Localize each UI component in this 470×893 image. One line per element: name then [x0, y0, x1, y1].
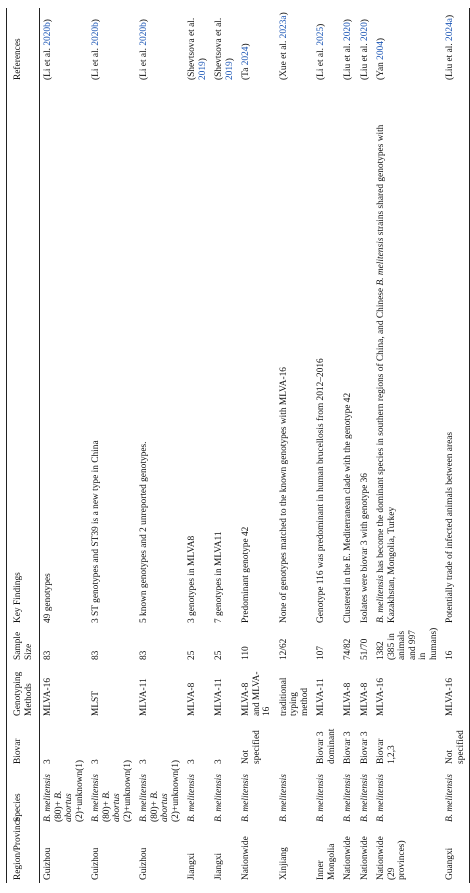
cell-species	[357, 767, 374, 825]
text-fragment: )	[278, 12, 289, 16]
header-sample-size: Sample Size	[13, 631, 34, 660]
cell-species	[442, 767, 470, 825]
cell-key-findings: 3 genotypes in MLVA8	[187, 535, 197, 623]
reference-link[interactable]: 2025	[316, 26, 326, 46]
cell-reference	[238, 8, 276, 83]
reference-link[interactable]: 2024	[241, 46, 251, 66]
cell-biovar: Biovar 1,2,3	[376, 738, 397, 764]
cell-species	[40, 759, 89, 825]
cell-species	[88, 759, 136, 825]
cell-biovar: Biovar 3 dominant	[316, 728, 337, 764]
reference-link[interactable]: 2004	[376, 41, 386, 60]
cell-sample-size: 12/62	[278, 638, 289, 660]
cell-methods: MLVA-11	[139, 678, 149, 716]
cell-methods: MLVA-16	[43, 677, 53, 716]
cell-key-findings: 5 known genotypes and 2 unreported genotypes.	[139, 441, 149, 623]
cell-reference	[88, 8, 136, 83]
text-fragment: (2)+unknown(1)	[122, 759, 133, 822]
text-fragment: (Li et al.	[316, 45, 326, 80]
cell-species	[238, 767, 276, 825]
table-row	[184, 8, 211, 883]
cell-sample-size: 83	[91, 650, 101, 660]
text-fragment: B. melitensis	[187, 774, 197, 822]
cell-biovar: 3	[139, 759, 149, 764]
cell-key-findings: Isolates were biovar 3 with genotype 36	[359, 473, 370, 623]
text-fragment: )	[316, 23, 326, 27]
cell-species	[211, 767, 238, 825]
cell-biovar	[276, 719, 314, 767]
cell-region: Guizhou	[91, 847, 101, 880]
text-fragment: (2)+unknown(1)	[74, 759, 85, 822]
cell-reference	[373, 8, 442, 83]
cell-key-findings: 7 genotypes in MLVA11	[214, 531, 224, 623]
text-fragment: has become the dominant species in southern regions of China, and Chinese	[376, 285, 386, 576]
cell-biovar: 3	[91, 759, 101, 764]
cell-sample-size: 51/70	[359, 638, 370, 660]
cell-key-findings: Potentially trade of infected animals between areas	[445, 431, 455, 623]
cell-sample-size: 107	[316, 645, 326, 660]
cell-reference	[40, 8, 89, 83]
text-fragment: B. melitensis	[278, 774, 289, 822]
cell-methods: MLVA-8	[359, 682, 370, 716]
text-fragment: (Shevtsova et al.	[214, 17, 224, 80]
reference-link[interactable]: 2020b	[91, 22, 101, 46]
cell-biovar: Not specified	[241, 730, 262, 764]
table-row	[357, 8, 374, 883]
cell-biovar: 3	[187, 759, 197, 764]
text-fragment: (Li et al.	[139, 45, 149, 80]
text-fragment: B. melitensis	[376, 237, 386, 286]
cell-region: Nationwide	[241, 836, 251, 880]
cell-reference	[211, 8, 238, 83]
table-body	[40, 8, 470, 883]
header-region: Region/Province	[13, 816, 23, 880]
text-fragment: strains shared genotypes with Kazakhstan, Mongolia, Turkey	[376, 124, 397, 623]
reference-link[interactable]: 2019	[197, 61, 208, 80]
cell-region: Guizhou	[139, 847, 149, 880]
table-row	[276, 8, 314, 883]
text-fragment: (Liu et al.	[445, 40, 455, 80]
cell-species	[313, 767, 340, 825]
header-biovar: Biovar	[13, 738, 23, 764]
text-fragment: )	[139, 19, 149, 23]
cell-methods: traditional typing method	[278, 677, 310, 716]
header-methods: Genotyping Methods	[13, 671, 34, 716]
reference-link[interactable]: 2020b	[43, 22, 53, 46]
table-row	[442, 8, 470, 883]
table-row	[88, 8, 136, 883]
cell-methods: MLST	[91, 690, 101, 716]
cell-key-findings: 49 genotypes	[43, 573, 53, 623]
text-fragment: (Liu et al.	[359, 40, 370, 80]
header-references: References	[13, 38, 23, 80]
text-fragment: B. melitensis	[376, 575, 386, 623]
text-fragment: B. melitensis	[91, 774, 101, 822]
text-fragment: B. melitensis	[343, 774, 353, 822]
cell-key-findings: None of genotypes matched to the known genotypes with MLVA-16	[278, 367, 289, 623]
text-fragment: (Xue et al.	[278, 38, 289, 80]
table-row	[40, 8, 89, 883]
cell-species	[136, 759, 184, 825]
cell-reference	[313, 8, 340, 83]
cell-species	[340, 767, 357, 825]
cell-key-findings: Predominant genotype 42	[241, 526, 251, 623]
text-fragment: )	[343, 19, 353, 23]
cell-methods: MLVA-11	[214, 678, 224, 716]
cell-biovar: 3	[214, 759, 224, 764]
cell-reference	[276, 8, 314, 83]
header-species: Species	[13, 793, 23, 822]
cell-region: Jiangxi	[214, 852, 224, 880]
text-fragment: B. abortus	[53, 790, 74, 822]
text-fragment: )	[376, 37, 386, 42]
cell-species	[276, 767, 314, 825]
cell-region: Inner Mongolia	[316, 843, 337, 880]
text-fragment: (80)+	[101, 798, 112, 822]
text-fragment: )	[224, 58, 235, 62]
cell-key-findings: Clustered in the E. Mediterranean clade with the genotype 42	[343, 392, 353, 623]
text-fragment: B. melitensis	[214, 774, 224, 822]
reference-link[interactable]: 2020	[359, 22, 370, 41]
text-fragment: (Li et al.	[43, 45, 53, 80]
cell-key-findings	[373, 83, 442, 626]
text-fragment: (80)+	[149, 798, 160, 822]
cell-methods: MLVA-8 and MLVA-16	[241, 671, 272, 716]
cell-biovar: Biovar 3	[359, 731, 370, 764]
cell-methods: MLVA-11	[316, 678, 326, 716]
cell-region: Guizhou	[43, 847, 53, 880]
cell-sample-size: 83	[43, 650, 53, 660]
text-fragment: B. melitensis	[359, 774, 370, 822]
text-fragment: (80)+	[53, 798, 64, 822]
reference-link[interactable]: 2020	[343, 22, 353, 41]
table-row	[238, 8, 276, 883]
cell-species	[373, 767, 442, 825]
text-fragment: )	[241, 43, 251, 47]
cell-sample-size: 110	[241, 646, 251, 660]
text-fragment: B. melitensis	[139, 774, 149, 822]
cell-methods: MLVA-16	[376, 677, 386, 716]
cell-region: Jiangxi	[187, 852, 197, 880]
text-fragment: B. melitensis	[241, 774, 251, 822]
text-fragment: (Li et al.	[91, 45, 101, 80]
cell-sample-size: 1382 (385 in animals and 997 in humans)	[376, 627, 439, 660]
cell-biovar: Not specified	[445, 730, 466, 764]
cell-sample-size: 16	[445, 650, 455, 660]
text-fragment: (2)+unknown(1)	[170, 759, 181, 822]
text-fragment: B. melitensis	[316, 774, 326, 822]
table-row	[211, 8, 238, 883]
cell-reference	[442, 8, 470, 83]
header-key-findings: Key Findings	[13, 572, 23, 623]
reference-link[interactable]: 2020b	[139, 22, 149, 46]
cell-methods: MLVA-8	[343, 682, 353, 716]
cell-sample-size: 25	[214, 650, 224, 660]
cell-methods: MLVA-8	[187, 682, 197, 716]
cell-region: Nationwide	[359, 836, 370, 880]
cell-species	[184, 767, 211, 825]
genotyping-table	[6, 8, 470, 883]
cell-sample-size: 83	[139, 650, 149, 660]
cell-key-findings: 3 ST genotypes and ST39 is a new type in China	[91, 440, 101, 623]
cell-region: Guangxi	[445, 847, 455, 880]
cell-reference	[357, 8, 374, 83]
text-fragment: B. abortus	[149, 790, 170, 822]
cell-biovar: 3	[43, 759, 53, 764]
text-fragment: )	[197, 58, 208, 62]
cell-key-findings: Genotype 116 was predominant in human brucellosis from 2012–2016	[316, 358, 326, 623]
text-fragment: B. melitensis	[445, 774, 455, 822]
text-fragment: )	[91, 19, 101, 23]
text-fragment: B. abortus	[101, 790, 122, 822]
cell-region: Xinjiang	[278, 847, 289, 880]
table-row	[313, 8, 340, 883]
table-row	[136, 8, 184, 883]
text-fragment: (Liu et al.	[343, 40, 353, 80]
reference-link[interactable]: 2019	[224, 61, 235, 80]
cell-biovar: Biovar 3	[343, 731, 353, 764]
cell-reference	[184, 8, 211, 83]
cell-reference	[340, 8, 357, 83]
table-row	[340, 8, 357, 883]
reference-link[interactable]: 2024a	[445, 18, 455, 41]
cell-region: Nationwide (29 provinces)	[376, 836, 407, 880]
cell-sample-size: 74/82	[343, 638, 353, 660]
cell-methods: MLVA-16	[445, 677, 455, 716]
reference-link[interactable]: 2023a	[278, 15, 289, 39]
table-row	[373, 8, 442, 883]
text-fragment: (Shevtsova et al.	[187, 17, 197, 80]
text-fragment: B. melitensis	[43, 774, 53, 822]
text-fragment: (Ta	[241, 65, 251, 80]
text-fragment: )	[445, 14, 455, 19]
cell-sample-size: 25	[187, 650, 197, 660]
table-header	[7, 8, 40, 883]
text-fragment: )	[359, 19, 370, 23]
text-fragment: (Yan	[376, 59, 386, 80]
text-fragment: B. melitensis	[376, 774, 386, 822]
cell-reference	[136, 8, 184, 83]
cell-region: Nationwide	[343, 836, 353, 880]
text-fragment: )	[43, 19, 53, 23]
